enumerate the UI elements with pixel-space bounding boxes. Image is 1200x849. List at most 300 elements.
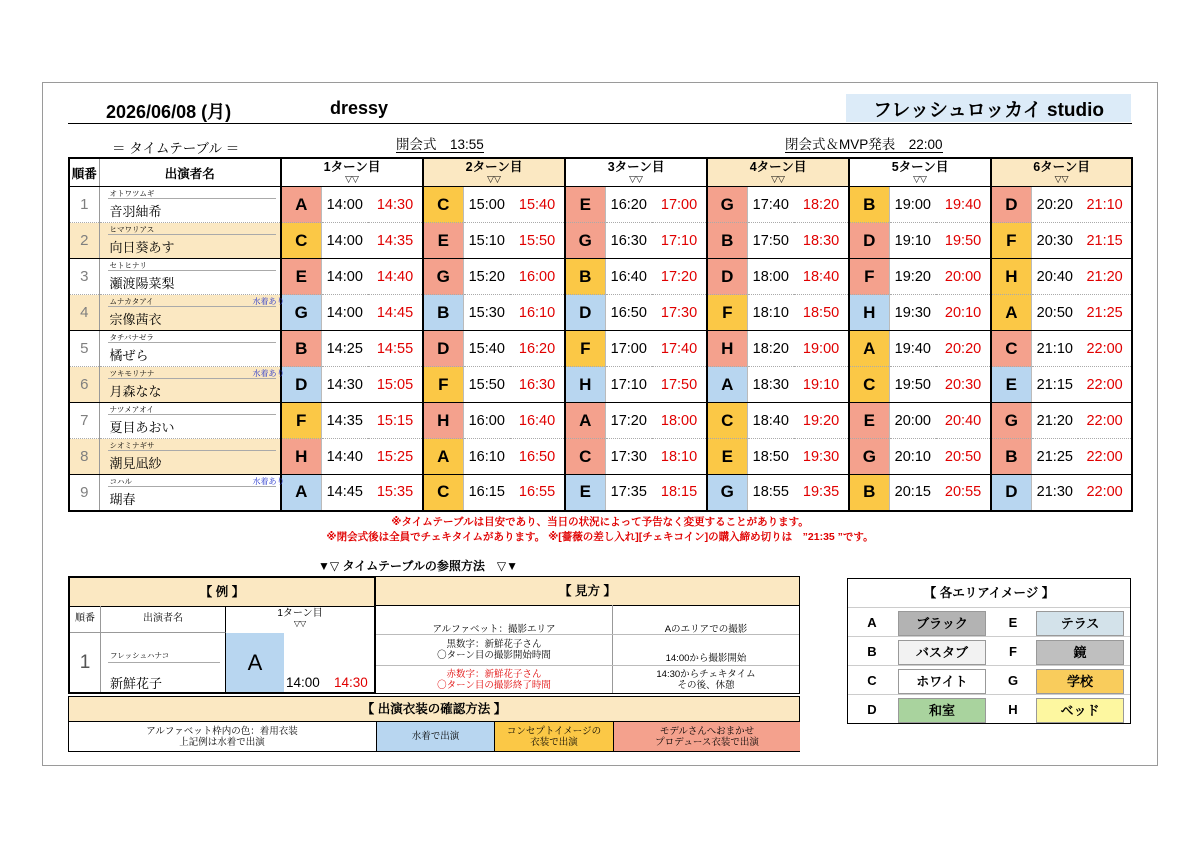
end-time: 16:40 xyxy=(510,403,565,439)
start-time: 20:20 xyxy=(1031,187,1078,223)
area-cell: E xyxy=(565,187,605,223)
start-time: 18:30 xyxy=(747,367,794,403)
costume-concept-2: 衣装で出演 xyxy=(530,736,578,748)
area-letter: H xyxy=(1008,702,1018,717)
howto-row1-right: Aのエリアでの撮影 xyxy=(664,624,748,635)
performer-kana: ナツメアオイ xyxy=(109,405,154,414)
end-time: 20:10 xyxy=(936,295,991,331)
turn-arrow: ▽▽ xyxy=(771,173,785,184)
col-name-header: 出演者名 xyxy=(99,158,281,187)
performer-kana: オトワツムギ xyxy=(109,189,155,198)
area-name: ベッド xyxy=(1036,698,1124,723)
costume-desc-2: 上記例は水着で出演 xyxy=(179,736,265,748)
area-cell: E xyxy=(281,259,321,295)
area-cell: G xyxy=(849,439,889,475)
table-row xyxy=(69,475,1132,511)
end-time: 20:40 xyxy=(936,403,991,439)
area-cell: D xyxy=(991,475,1031,511)
end-time: 19:40 xyxy=(936,187,991,223)
example-start: 14:00 xyxy=(286,675,320,690)
swimsuit-badge: 水着あり xyxy=(252,369,285,378)
end-time: 14:35 xyxy=(368,223,423,259)
performer-order: 6 xyxy=(69,367,99,403)
area-cell: D xyxy=(991,187,1031,223)
start-time: 16:10 xyxy=(463,439,510,475)
end-time: 17:10 xyxy=(652,223,707,259)
costume-swimsuit: 水着で出演 xyxy=(376,722,494,751)
example-end: 14:30 xyxy=(334,675,368,690)
howto-row-line-2 xyxy=(376,665,799,666)
end-time: 16:30 xyxy=(510,367,565,403)
event-date: 2026/06/08 (月) xyxy=(106,102,232,122)
start-time: 18:40 xyxy=(747,403,794,439)
performer-order: 8 xyxy=(69,439,99,475)
end-time: 15:40 xyxy=(510,187,565,223)
end-time: 20:00 xyxy=(936,259,991,295)
turn-label: 5ターン目 xyxy=(891,159,949,174)
end-time: 14:30 xyxy=(368,187,423,223)
timetable-title: ＝ タイムテーブル ＝ xyxy=(112,141,240,156)
howto-row3-right xyxy=(613,669,799,691)
end-time: 17:00 xyxy=(652,187,707,223)
turn-arrow: ▽▽ xyxy=(629,173,643,184)
start-time: 17:50 xyxy=(747,223,794,259)
example-kana: フレッシュハナコ xyxy=(110,651,170,660)
costume-produce xyxy=(613,722,800,751)
area-cell: C xyxy=(423,475,463,511)
kana-underline xyxy=(108,198,277,199)
turn-arrow: ▽▽ xyxy=(1054,173,1069,184)
area-letter: E xyxy=(1008,615,1018,630)
costume-produce-2: プロデュース衣装で出演 xyxy=(655,736,759,748)
performer-name: 宗像茜衣 xyxy=(109,312,162,327)
turn-arrow: ▽▽ xyxy=(487,173,501,184)
area-legend xyxy=(847,578,1131,724)
example-box xyxy=(68,576,376,694)
performer-name: 瑚春 xyxy=(109,491,136,507)
performer-kana: ツキモリナナ xyxy=(109,369,155,378)
costume-desc-1: アルファベット枠内の色：着用衣装 xyxy=(146,725,298,737)
start-time: 19:30 xyxy=(889,295,936,331)
start-time: 19:40 xyxy=(889,331,936,367)
end-time: 18:15 xyxy=(652,475,707,511)
end-time: 16:50 xyxy=(510,439,565,475)
end-time: 21:20 xyxy=(1078,259,1132,295)
area-cell: B xyxy=(849,475,889,511)
kana-underline xyxy=(108,306,277,307)
table-row xyxy=(69,439,1132,475)
kana-underline xyxy=(108,486,277,487)
area-name: 学校 xyxy=(1036,669,1124,694)
kana-underline xyxy=(108,270,277,271)
howto-row2-right: 14:00から撮影開始 xyxy=(665,653,747,664)
howto-row3-right-2: その後、休憩 xyxy=(677,680,735,691)
end-time: 16:20 xyxy=(510,331,565,367)
end-time: 16:55 xyxy=(510,475,565,511)
timetable-body xyxy=(69,187,1132,511)
area-name: 鏡 xyxy=(1036,640,1124,665)
note-line-1: ※タイムテーブルは目安であり、当日の状況によって予告なく変更することがあります。 xyxy=(391,516,809,528)
turn-label: 6ターン目 xyxy=(1033,159,1090,174)
area-cell: E xyxy=(423,223,463,259)
area-cell: A xyxy=(281,187,321,223)
area-letter: B xyxy=(867,644,877,659)
example-header: 【 例 】 xyxy=(70,578,374,607)
area-cell: G xyxy=(991,403,1031,439)
end-time: 22:00 xyxy=(1078,475,1132,511)
table-row xyxy=(69,223,1132,259)
area-legend-divider xyxy=(848,665,1130,666)
area-cell: C xyxy=(991,331,1031,367)
performer-order: 9 xyxy=(69,475,99,511)
end-time: 14:40 xyxy=(368,259,423,295)
costume-concept-1: コンセプトイメージの xyxy=(506,725,602,737)
area-cell: A xyxy=(423,439,463,475)
area-cell: F xyxy=(565,331,605,367)
start-time: 14:40 xyxy=(321,439,368,475)
area-cell: C xyxy=(707,403,747,439)
area-cell: G xyxy=(565,223,605,259)
turn-header-1 xyxy=(281,158,423,187)
turn-header-3 xyxy=(565,158,707,187)
start-time: 17:35 xyxy=(605,475,652,511)
end-time: 21:15 xyxy=(1078,223,1132,259)
area-cell: A xyxy=(991,295,1031,331)
performer-kana: セトヒナリ xyxy=(109,261,147,270)
performer-order: 7 xyxy=(69,403,99,439)
performer-name: 橘ぜら xyxy=(109,348,149,363)
start-time: 14:00 xyxy=(321,295,368,331)
turn-label: 2ターン目 xyxy=(465,159,523,174)
end-time: 19:50 xyxy=(936,223,991,259)
turn-header-2 xyxy=(423,158,565,187)
area-cell: C xyxy=(281,223,321,259)
table-row xyxy=(69,187,1132,223)
performer-name: 瀬渡陽菜梨 xyxy=(109,276,175,291)
costume-header: 【 出演衣装の確認方法 】 xyxy=(69,697,799,722)
performer-order: 2 xyxy=(69,223,99,259)
end-time: 17:30 xyxy=(652,295,707,331)
end-time: 17:20 xyxy=(652,259,707,295)
performer-kana: ヒマワリアス xyxy=(109,225,155,234)
opening-ceremony: 開会式 13:55 xyxy=(396,137,484,152)
swimsuit-badge: 水着あり xyxy=(252,477,285,486)
table-row xyxy=(69,403,1132,439)
area-cell: G xyxy=(707,187,747,223)
area-name: ブラック xyxy=(898,611,986,636)
end-time: 16:00 xyxy=(510,259,565,295)
performer-cell xyxy=(99,439,281,475)
area-cell: E xyxy=(565,475,605,511)
start-time: 16:50 xyxy=(605,295,652,331)
kana-underline xyxy=(108,414,277,415)
end-time: 19:10 xyxy=(794,367,849,403)
start-time: 16:30 xyxy=(605,223,652,259)
end-time: 15:25 xyxy=(368,439,423,475)
start-time: 17:30 xyxy=(605,439,652,475)
table-row xyxy=(69,295,1132,331)
area-cell: D xyxy=(849,223,889,259)
area-name: 和室 xyxy=(898,698,986,723)
studio-name: フレッシュロッカイ studio xyxy=(846,94,1131,122)
start-time: 19:50 xyxy=(889,367,936,403)
start-time: 21:10 xyxy=(1031,331,1078,367)
performer-cell xyxy=(99,331,281,367)
table-row xyxy=(69,331,1132,367)
area-cell: D xyxy=(565,295,605,331)
turn-label: 1ターン目 xyxy=(323,159,381,174)
area-cell: A xyxy=(565,403,605,439)
end-time: 19:30 xyxy=(794,439,849,475)
example-area: A xyxy=(225,633,284,692)
howto-box xyxy=(376,576,800,694)
reference-title: ▼▽ タイムテーブルの参照方法 ▽▼ xyxy=(318,559,518,573)
start-time: 20:40 xyxy=(1031,259,1078,295)
performer-order: 5 xyxy=(69,331,99,367)
start-time: 15:20 xyxy=(463,259,510,295)
area-letter: F xyxy=(1009,644,1017,659)
area-cell: A xyxy=(281,475,321,511)
area-cell: E xyxy=(849,403,889,439)
performer-name: 音羽紬希 xyxy=(109,204,162,219)
turn-arrow: ▽▽ xyxy=(913,173,927,184)
end-time: 15:35 xyxy=(368,475,423,511)
end-time: 18:30 xyxy=(794,223,849,259)
start-time: 16:00 xyxy=(463,403,510,439)
howto-row2-left-1: 黒数字：新鮮花子さん xyxy=(446,639,542,650)
start-time: 14:00 xyxy=(321,223,368,259)
end-time: 15:15 xyxy=(368,403,423,439)
area-legend-header: 【 各エリアイメージ 】 xyxy=(848,579,1130,608)
howto-header: 【 見方 】 xyxy=(376,577,799,606)
performer-cell xyxy=(99,403,281,439)
area-cell: B xyxy=(707,223,747,259)
howto-row3-left xyxy=(376,669,612,691)
start-time: 14:00 xyxy=(321,187,368,223)
performer-kana: ムナカタアイ xyxy=(109,297,154,306)
kana-underline xyxy=(108,342,277,343)
start-time: 14:00 xyxy=(321,259,368,295)
howto-row1-left: アルファベット：撮影エリア xyxy=(432,624,556,635)
area-cell: D xyxy=(707,259,747,295)
area-cell: D xyxy=(281,367,321,403)
start-time: 21:20 xyxy=(1031,403,1078,439)
start-time: 17:20 xyxy=(605,403,652,439)
area-letter: A xyxy=(867,615,877,630)
performer-kana: タチバナゼラ xyxy=(109,333,154,342)
kana-underline xyxy=(108,378,277,379)
start-time: 17:40 xyxy=(747,187,794,223)
howto-row2-left xyxy=(376,639,612,661)
example-name: 新鮮花子 xyxy=(110,676,163,691)
end-time: 20:20 xyxy=(936,331,991,367)
start-time: 14:35 xyxy=(321,403,368,439)
end-time: 19:20 xyxy=(794,403,849,439)
start-time: 21:30 xyxy=(1031,475,1078,511)
table-row xyxy=(69,259,1132,295)
area-cell: G xyxy=(281,295,321,331)
end-time: 18:50 xyxy=(794,295,849,331)
timetable-header-row xyxy=(69,158,1132,187)
area-cell: A xyxy=(849,331,889,367)
area-cell: A xyxy=(707,367,747,403)
area-cell: C xyxy=(423,187,463,223)
area-cell: H xyxy=(565,367,605,403)
table-row xyxy=(69,367,1132,403)
performer-kana: コハル xyxy=(109,477,132,486)
area-cell: F xyxy=(423,367,463,403)
start-time: 15:30 xyxy=(463,295,510,331)
start-time: 18:10 xyxy=(747,295,794,331)
end-time: 21:25 xyxy=(1078,295,1132,331)
costume-concept xyxy=(494,722,613,751)
area-cell: D xyxy=(423,331,463,367)
area-cell: B xyxy=(565,259,605,295)
start-time: 17:10 xyxy=(605,367,652,403)
howto-row2-left-2: 〇ターン目の撮影開始時間 xyxy=(437,650,551,661)
area-cell: F xyxy=(849,259,889,295)
start-time: 19:20 xyxy=(889,259,936,295)
example-col-name: 出演者名 xyxy=(101,606,226,633)
start-time: 20:00 xyxy=(889,403,936,439)
area-letter: C xyxy=(867,673,877,688)
end-time: 20:50 xyxy=(936,439,991,475)
turn-label: 4ターン目 xyxy=(749,159,807,174)
performer-order: 1 xyxy=(69,187,99,223)
area-name: ホワイト xyxy=(898,669,986,694)
performer-name: 夏目あおい xyxy=(109,420,175,435)
area-cell: B xyxy=(849,187,889,223)
area-legend-divider xyxy=(848,607,1130,608)
example-col-order: 順番 xyxy=(70,606,101,633)
start-time: 19:00 xyxy=(889,187,936,223)
howto-row3-right-1: 14:30からチェキタイム xyxy=(656,669,756,680)
end-time: 17:40 xyxy=(652,331,707,367)
area-name: テラス xyxy=(1036,611,1124,636)
performer-cell xyxy=(99,367,285,403)
turn-label: 3ターン目 xyxy=(607,159,665,174)
area-legend-divider xyxy=(848,636,1130,637)
start-time: 16:40 xyxy=(605,259,652,295)
end-time: 16:10 xyxy=(510,295,565,331)
turn-arrow: ▽▽ xyxy=(345,173,359,184)
end-time: 14:45 xyxy=(368,295,423,331)
performer-name: 月森なな xyxy=(109,384,162,399)
example-turn xyxy=(226,609,374,629)
performer-kana: シオミナギサ xyxy=(109,441,155,450)
costume-produce-1: モデルさんへおまかせ xyxy=(659,725,755,737)
end-time: 21:10 xyxy=(1078,187,1132,223)
start-time: 19:10 xyxy=(889,223,936,259)
example-turn-label: 1ターン目 xyxy=(277,608,323,619)
end-time: 15:05 xyxy=(368,367,423,403)
end-time: 22:00 xyxy=(1078,331,1132,367)
start-time: 15:10 xyxy=(463,223,510,259)
performer-cell xyxy=(99,187,281,223)
area-cell: H xyxy=(849,295,889,331)
end-time: 18:40 xyxy=(794,259,849,295)
timetable xyxy=(68,157,1133,512)
area-cell: B xyxy=(991,439,1031,475)
area-cell: F xyxy=(707,295,747,331)
end-time: 17:50 xyxy=(652,367,707,403)
end-time: 19:00 xyxy=(794,331,849,367)
swimsuit-badge: 水着あり xyxy=(252,297,285,306)
performer-cell xyxy=(99,475,285,511)
start-time: 17:00 xyxy=(605,331,652,367)
performer-order: 3 xyxy=(69,259,99,295)
performer-order: 4 xyxy=(69,295,99,331)
costume-box xyxy=(68,696,800,752)
turn-header-4 xyxy=(707,158,849,187)
start-time: 15:50 xyxy=(463,367,510,403)
example-order: 1 xyxy=(70,633,101,692)
area-cell: E xyxy=(991,367,1031,403)
col-order-header: 順番 xyxy=(69,158,99,187)
header-divider xyxy=(68,123,1132,124)
performer-cell xyxy=(99,223,281,259)
costume-desc xyxy=(69,722,375,751)
start-time: 21:25 xyxy=(1031,439,1078,475)
area-cell: H xyxy=(281,439,321,475)
area-letter: D xyxy=(867,702,877,717)
end-time: 18:00 xyxy=(652,403,707,439)
closing-ceremony: 閉会式＆MVP発表 22:00 xyxy=(785,137,943,152)
area-cell: C xyxy=(565,439,605,475)
area-cell: G xyxy=(423,259,463,295)
start-time: 15:40 xyxy=(463,331,510,367)
example-turn-tri: ▽▽ xyxy=(293,619,307,628)
performer-cell xyxy=(99,295,285,331)
start-time: 20:50 xyxy=(1031,295,1078,331)
start-time: 16:15 xyxy=(463,475,510,511)
area-cell: B xyxy=(281,331,321,367)
kana-underline xyxy=(108,234,277,235)
area-cell: H xyxy=(991,259,1031,295)
area-cell: C xyxy=(849,367,889,403)
area-cell: H xyxy=(707,331,747,367)
howto-row3-left-2: 〇ターン目の撮影終了時間 xyxy=(437,680,551,691)
start-time: 16:20 xyxy=(605,187,652,223)
end-time: 14:55 xyxy=(368,331,423,367)
area-cell: G xyxy=(707,475,747,511)
end-time: 20:55 xyxy=(936,475,991,511)
turn-header-5 xyxy=(849,158,991,187)
end-time: 22:00 xyxy=(1078,439,1132,475)
start-time: 21:15 xyxy=(1031,367,1078,403)
area-letter: G xyxy=(1007,673,1019,688)
performer-name: 向日葵あす xyxy=(109,240,175,255)
area-cell: H xyxy=(423,403,463,439)
end-time: 22:00 xyxy=(1078,367,1132,403)
end-time: 18:20 xyxy=(794,187,849,223)
start-time: 20:10 xyxy=(889,439,936,475)
turn-header-6 xyxy=(991,158,1132,187)
area-cell: F xyxy=(991,223,1031,259)
performer-cell xyxy=(99,259,281,295)
end-time: 15:50 xyxy=(510,223,565,259)
start-time: 15:00 xyxy=(463,187,510,223)
kana-underline xyxy=(108,450,277,451)
area-cell: B xyxy=(423,295,463,331)
end-time: 22:00 xyxy=(1078,403,1132,439)
start-time: 20:30 xyxy=(1031,223,1078,259)
start-time: 18:50 xyxy=(747,439,794,475)
howto-row3-left-1: 赤数字：新鮮花子さん xyxy=(446,669,542,680)
example-kana-line xyxy=(108,662,220,663)
start-time: 14:25 xyxy=(321,331,368,367)
end-time: 20:30 xyxy=(936,367,991,403)
